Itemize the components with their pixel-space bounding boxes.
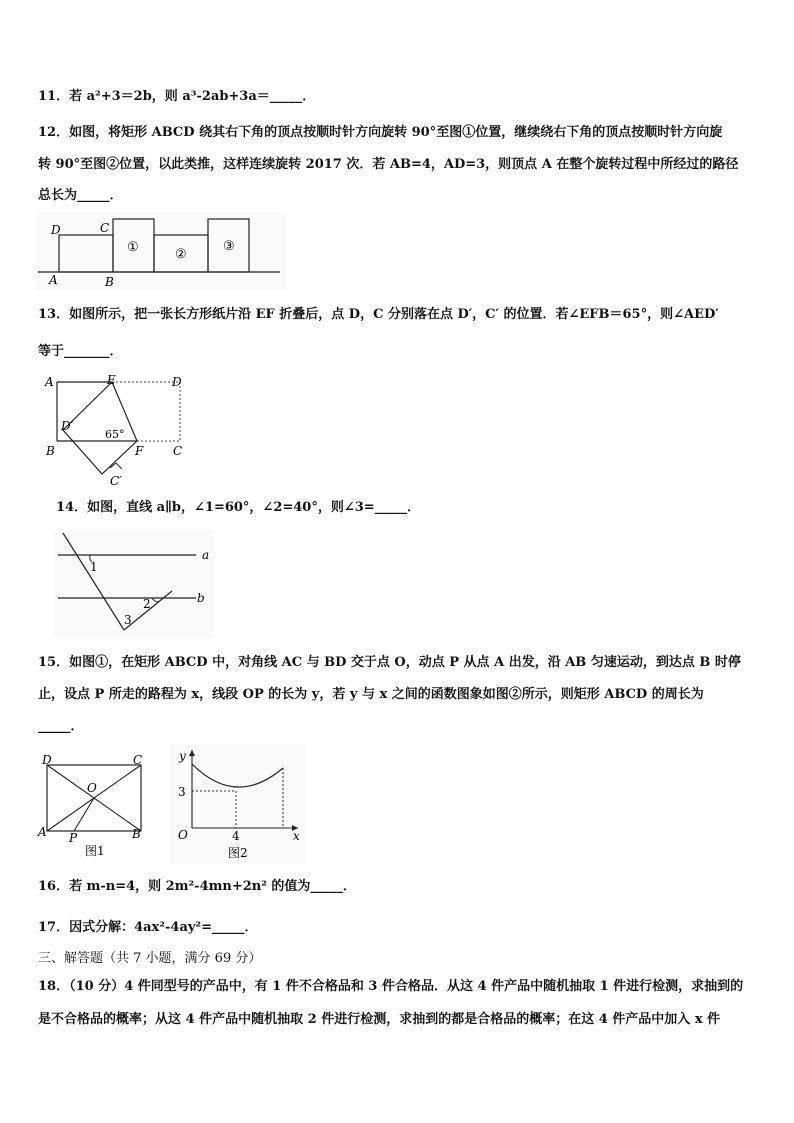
caption-figure-1: 图1 — [85, 844, 105, 858]
label-origin: O — [178, 828, 188, 842]
question-11: 11．若 a²+3＝2b，则 a³-2ab+3a＝_____． — [38, 89, 316, 104]
label-x: x — [293, 829, 300, 843]
label-y: y — [179, 749, 186, 763]
question-12-line-1: 12．如图，将矩形 ABCD 绕其右下角的顶点按顺时针方向旋转 90°至图①位置，继续绕右下角的顶点按顺时针方向旋 — [38, 125, 723, 140]
figure-parallel-lines — [54, 530, 214, 642]
question-12-line-3: 总长为_____． — [38, 188, 123, 203]
question-18-line-2: 是不合格品的概率；从这 4 件产品中随机抽取 2 件进行检测，求抽到的都是合格品的概率；在这 4 件产品中加入 x 件 — [38, 1012, 721, 1027]
label-C: C — [173, 444, 183, 458]
question-15-line-3: _____． — [38, 719, 84, 734]
label-b: b — [197, 591, 205, 605]
question-15-line-1: 15．如图①，在矩形 ABCD 中，对角线 AC 与 BD 交于点 O，动点 P 从点 A 出发，沿 AB 匀速运动，到达点 B 时停 — [38, 655, 741, 670]
question-17: 17．因式分解：4ax²-4ay²=_____． — [38, 920, 258, 935]
label-circle-2: ② — [175, 247, 187, 262]
label-2: 2 — [143, 597, 151, 611]
label-D: D — [51, 223, 61, 237]
label-circle-1: ① — [127, 240, 139, 255]
label-65-degrees: 65° — [105, 428, 125, 441]
label-F: F — [135, 444, 144, 458]
label-3: 3 — [124, 613, 132, 627]
caption-figure-2: 图2 — [228, 846, 248, 860]
label-4: 4 — [232, 829, 240, 843]
label-C-prime: C′ — [110, 474, 122, 488]
label-3: 3 — [178, 785, 186, 799]
label-P: P — [69, 831, 78, 845]
label-A: A — [38, 825, 47, 839]
figure-rotating-rectangles — [36, 212, 286, 294]
question-14: 14．如图，直线 a∥b，∠1=60°，∠2=40°，则∠3=_____． — [56, 500, 421, 515]
figure-2-function-graph — [170, 744, 306, 868]
question-12-line-2: 转 90°至图②位置，以此类推，这样连续旋转 2017 次．若 AB=4，AD=3，则顶点 A 在整个旋转过程中所经过的路径 — [38, 157, 739, 172]
label-B: B — [132, 827, 141, 841]
label-circle-3: ③ — [223, 239, 235, 254]
label-D: D — [42, 753, 52, 767]
question-13-line-2: 等于_______． — [38, 344, 123, 359]
label-1: 1 — [90, 560, 98, 574]
figure-1-rectangle-diagonals — [36, 748, 156, 864]
label-O: O — [87, 781, 97, 795]
question-18-line-1: 18．（10 分）4 件同型号的产品中，有 1 件不合格品和 3 件合格品．从这 4 件产品中随机抽取 1 件进行检测，求抽到的 — [38, 979, 744, 994]
section-three-heading: 三、解答题（共 7 小题，满分 69 分） — [38, 951, 262, 966]
question-13-line-1: 13．如图所示，把一张长方形纸片沿 EF 折叠后，点 D，C 分别落在点 D′，C′ 的位置．若∠EFB＝65°，则∠AED′ — [38, 307, 719, 322]
label-B: B — [105, 275, 114, 289]
label-A: A — [49, 273, 58, 287]
figure-folded-rectangle — [44, 370, 194, 494]
label-C: C — [100, 221, 110, 235]
label-A: A — [45, 375, 54, 389]
label-D: D — [172, 375, 182, 389]
label-E: E — [107, 373, 116, 387]
label-B: B — [46, 444, 55, 458]
label-C: C — [133, 753, 143, 767]
label-a: a — [202, 548, 210, 562]
label-D-prime: D′ — [61, 419, 74, 433]
question-16: 16．若 m-n=4，则 2m²-4mn+2n² 的值为_____． — [38, 879, 356, 894]
question-15-line-2: 止，设点 P 所走的路程为 x，线段 OP 的长为 y，若 y 与 x 之间的函数图象如图②所示，则矩形 ABCD 的周长为 — [38, 687, 704, 702]
